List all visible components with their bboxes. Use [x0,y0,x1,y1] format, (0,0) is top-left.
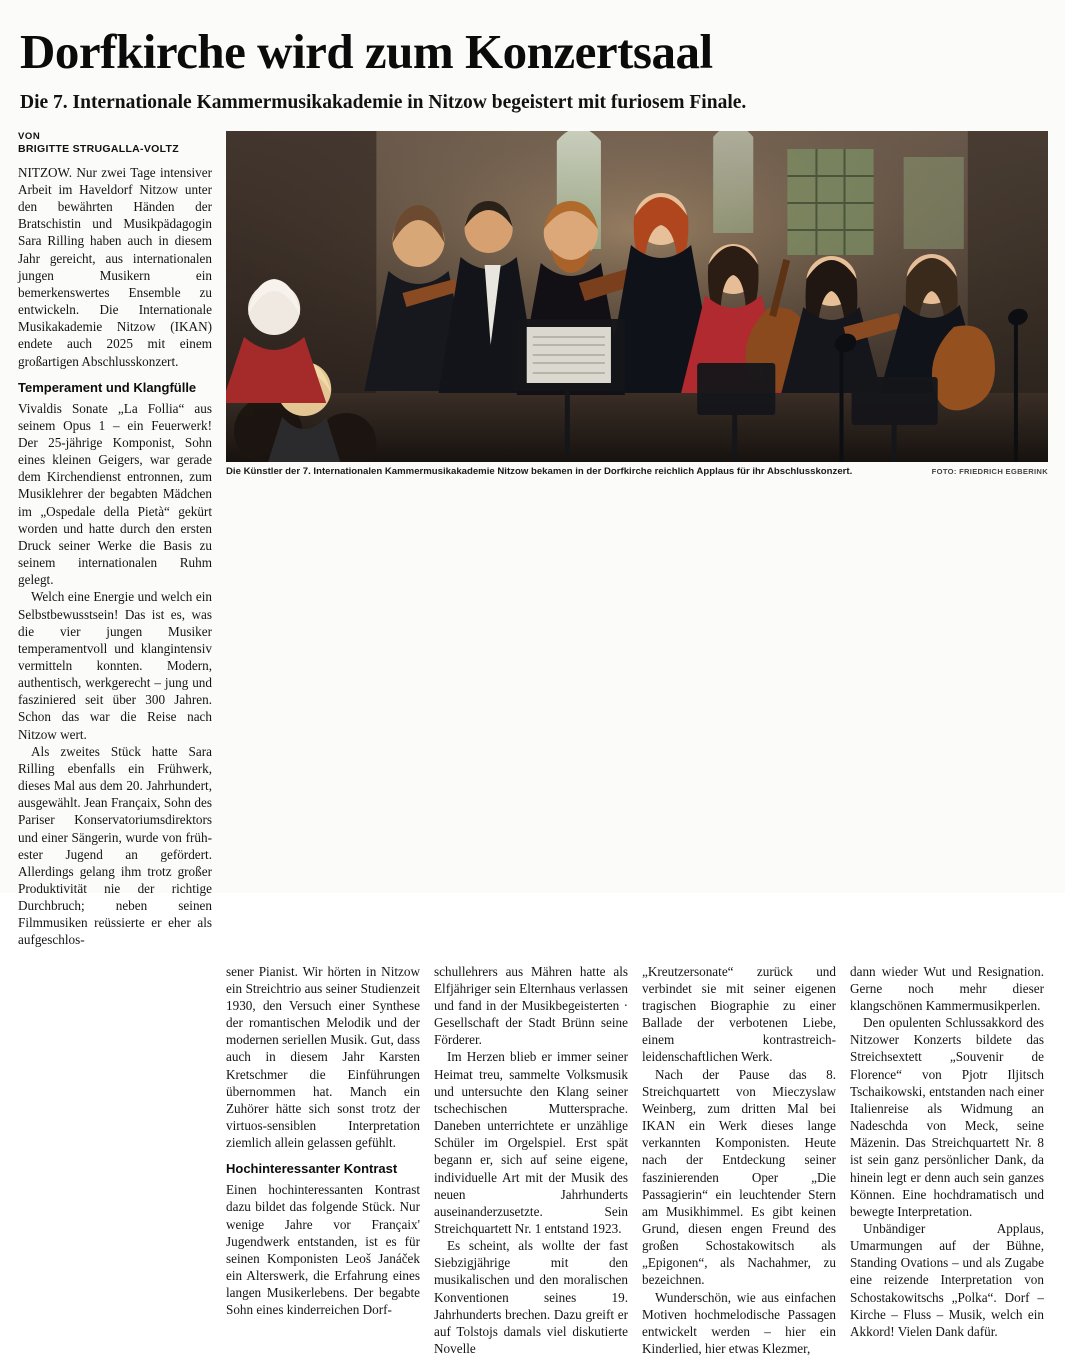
concert-photo [226,131,1048,462]
photo-block [226,131,1048,478]
column-2 [226,963,420,1357]
paragraph: schullehrers aus Mähren hatte als Elfjähriger sein Elternhaus verlassen und fand in der Musikbegeisterten · Gesellschaft der Stadt Brünn seine Förderer. [434,963,628,1048]
paragraph: dann wieder Wut und Resignation. Gerne noch mehr dieser klangschönen Kammermusikperlen. [850,963,1044,1013]
photo-caption: Die Künstler der 7. Internationalen Kammermusikakademie Nitzow bekamen in der Dorfkirche reichlich Applaus für ihr Abschlusskonzert. [226,465,853,477]
byline-label: VON [18,130,41,142]
article-subheadline: Die 7. Internationale Kammermusikakademie in Nitzow begeistert mit furiosem Finale. [20,92,747,114]
paragraph: Nach der Pause das 8. Streichquartett von Mieczyslaw Weinberg, zum dritten Mal bei IKAN ein Werk dieses lange verkannten Komponisten. Heute nach der Entdeckung seiner faszinierenden Oper „Die Passagierin“ ein leuchtender Stern am Musikhimmel. Es gibt keinen Grund, diesen engen Freund des großen Schostakowitsch als „Epigonen“, als Nachahmer, zu bezeichnen. [642,1066,836,1288]
paragraph: „Kreutzersonate“ zurück und verbindet sie mit seiner eigenen tragischen Biographie zu einer Ballade der verbotenen Liebe, einem kontrastreich-leidenschaftlichen Werk. [642,963,836,1065]
paragraph: Den opulenten Schlussakkord des Nitzower Konzerts bildete das Streichsextett „Souvenir de Florence“ von Pjotr Iljitsch Tschaikowski, entstanden nach einer Italienreise als Widmung an Nadeschda von Meck, seine Mäzenin. Das Streichquartett Nr. 8 ist sein ganz persönlicher Dank, da hinein legt er denn auch sein ganzes Können. Eine hochdramatisch und bewegte Interpretation. [850,1015,1044,1219]
paragraph: sener Pianist. Wir hörten in Nitzow ein Streichtrio aus seiner Studienzeit 1930, den Versuch einer Synthese der romantischen Melodik und der modernen seriellen Musik. Gut, dass auch in diesem Jahr Karsten Kretschmer die Einführungen übernommen hat. Manch ein Zuhörer hätte sich sonst trotz der virtuos-sensiblen Interpretation ziemlich allein gelassen gefühlt. [226,963,420,1151]
column-2-spacer [18,963,212,1357]
column-4 [642,963,836,1357]
column-2-text [226,963,420,1319]
section-heading-temperament: Temperament und Klangfülle [18,379,197,395]
paragraph: Wunderschön, wie aus einfachen Motiven hochmelodische Passagen entwickelt werden – hier ein Kinderlied, hier etwas Klezmer, [642,1289,836,1357]
photo-caption-row [226,466,1048,478]
top-block [18,131,1048,949]
section-heading-kontrast: Hochinteressanter Kontrast [226,1161,398,1177]
page-title: Dorfkirche wird zum Konzertsaal [20,24,713,79]
photo-credit: FOTO: FRIEDRICH EGBERINK [931,466,1048,476]
article-container [18,26,1048,1357]
column-5-text [850,963,1044,1340]
column-5 [850,963,1044,1357]
column-3-text [434,963,628,1357]
paragraph: Als zweites Stück hatte Sara Rilling ebenfalls ein Frühwerk, dieses Mal aus dem 20. Jahrhundert, ausgewählt. Jean Françaix, Sohn des Pariser Konservatoriumsdirektors und einer Sängerin, wurde von frühester Jugend an gefördert. Allerdings gelang ihm trotz großer Produktivität nie der richtige Durchbruch; neben seinen Filmmusiken reüssierte er eher als aufgeschlos- [18,743,212,948]
lower-columns [18,963,1048,1357]
byline-author: BRIGITTE STRUGALLA-VOLTZ [18,142,179,155]
paragraph: Es scheint, als wollte der fast Siebzigjährige mit den musikalischen und den moralischen Konventionen seines 19. Jahrhunderts brechen. Dazu greift er auf Tolstojs damals viel diskutierte Novelle [434,1238,628,1357]
column-1 [18,131,212,949]
column-1-text [18,164,212,949]
column-4-text [642,963,836,1357]
paragraph: Unbändiger Applaus, Umarmungen auf der Bühne, Standing Ovations – und als Zugabe eine reizende Interpretation von Schostakowitschs „Polka“. Dorf – Kirche – Fluss – Musik, welch ein Akkord! Vielen Dank dafür. [850,1220,1044,1339]
paragraph: Im Herzen blieb er immer seiner Heimat treu, sammelte Volksmusik und untersuchte den Klang seiner tschechischen Muttersprache. Daneben unterrichtete er unzählige Schüler im Orgelspiel. Erst spät begann er, sich auf seine eigene, individuelle Art mit der Musik des neuen Jahrhunderts auseinanderzusetzte. Sein Streichquartett Nr. 1 entstand 1923. [434,1049,628,1236]
paragraph: NITZOW. Nur zwei Tage intensiver Arbeit im Haveldorf Nitzow unter den bewährten Händen der Bratschistin und Musikpädagogin Sara Rilling haben auch in diesem Jahr gereicht, aus internationalen jungen Musikern ein bemerkenswertes Ensemble zu entwickeln. Die Internationale Musikakademie Nitzow (IKAN) endete auch 2025 mit einem großartigen Abschlusskonzert. [18,164,212,369]
column-3 [434,963,628,1357]
paragraph: Welch eine Energie und welch ein Selbstbewusstsein! Das ist es, was die vier jungen Musiker temperamentvoll und klangintensiv vermitteln konnten. Modern, authentisch, werkgerecht – jung und fasziniered seit über 300 Jahren. Schon das war die Reise nach Nitzow wert. [18,589,212,742]
paragraph: Vivaldis Sonate „La Follia“ aus seinem Opus 1 – ein Feuerwerk! Der 25-jährige Komponist, Sohn eines kleinen Geigers, war gerade dem Kirchendienst entronnen, zum Musiklehrer der begabten Mädchen im „Ospedale della Pietà“ gekürt worden und hatte durch den ersten Druck seiner Werke die Basis zu seinem internationalen Ruhm gelegt. [18,400,212,588]
paragraph: Einen hochinteressanten Kontrast dazu bildet das folgende Stück. Nur wenige Jahre vor Françaix' Jugendwerk entstanden, ist es für seinen Komponisten Leoš Janáček ein Alterswerk, die Erfahrung eines langen Musikerlebens. Der begabte Sohn eines kinderreichen Dorf- [226,1182,420,1318]
